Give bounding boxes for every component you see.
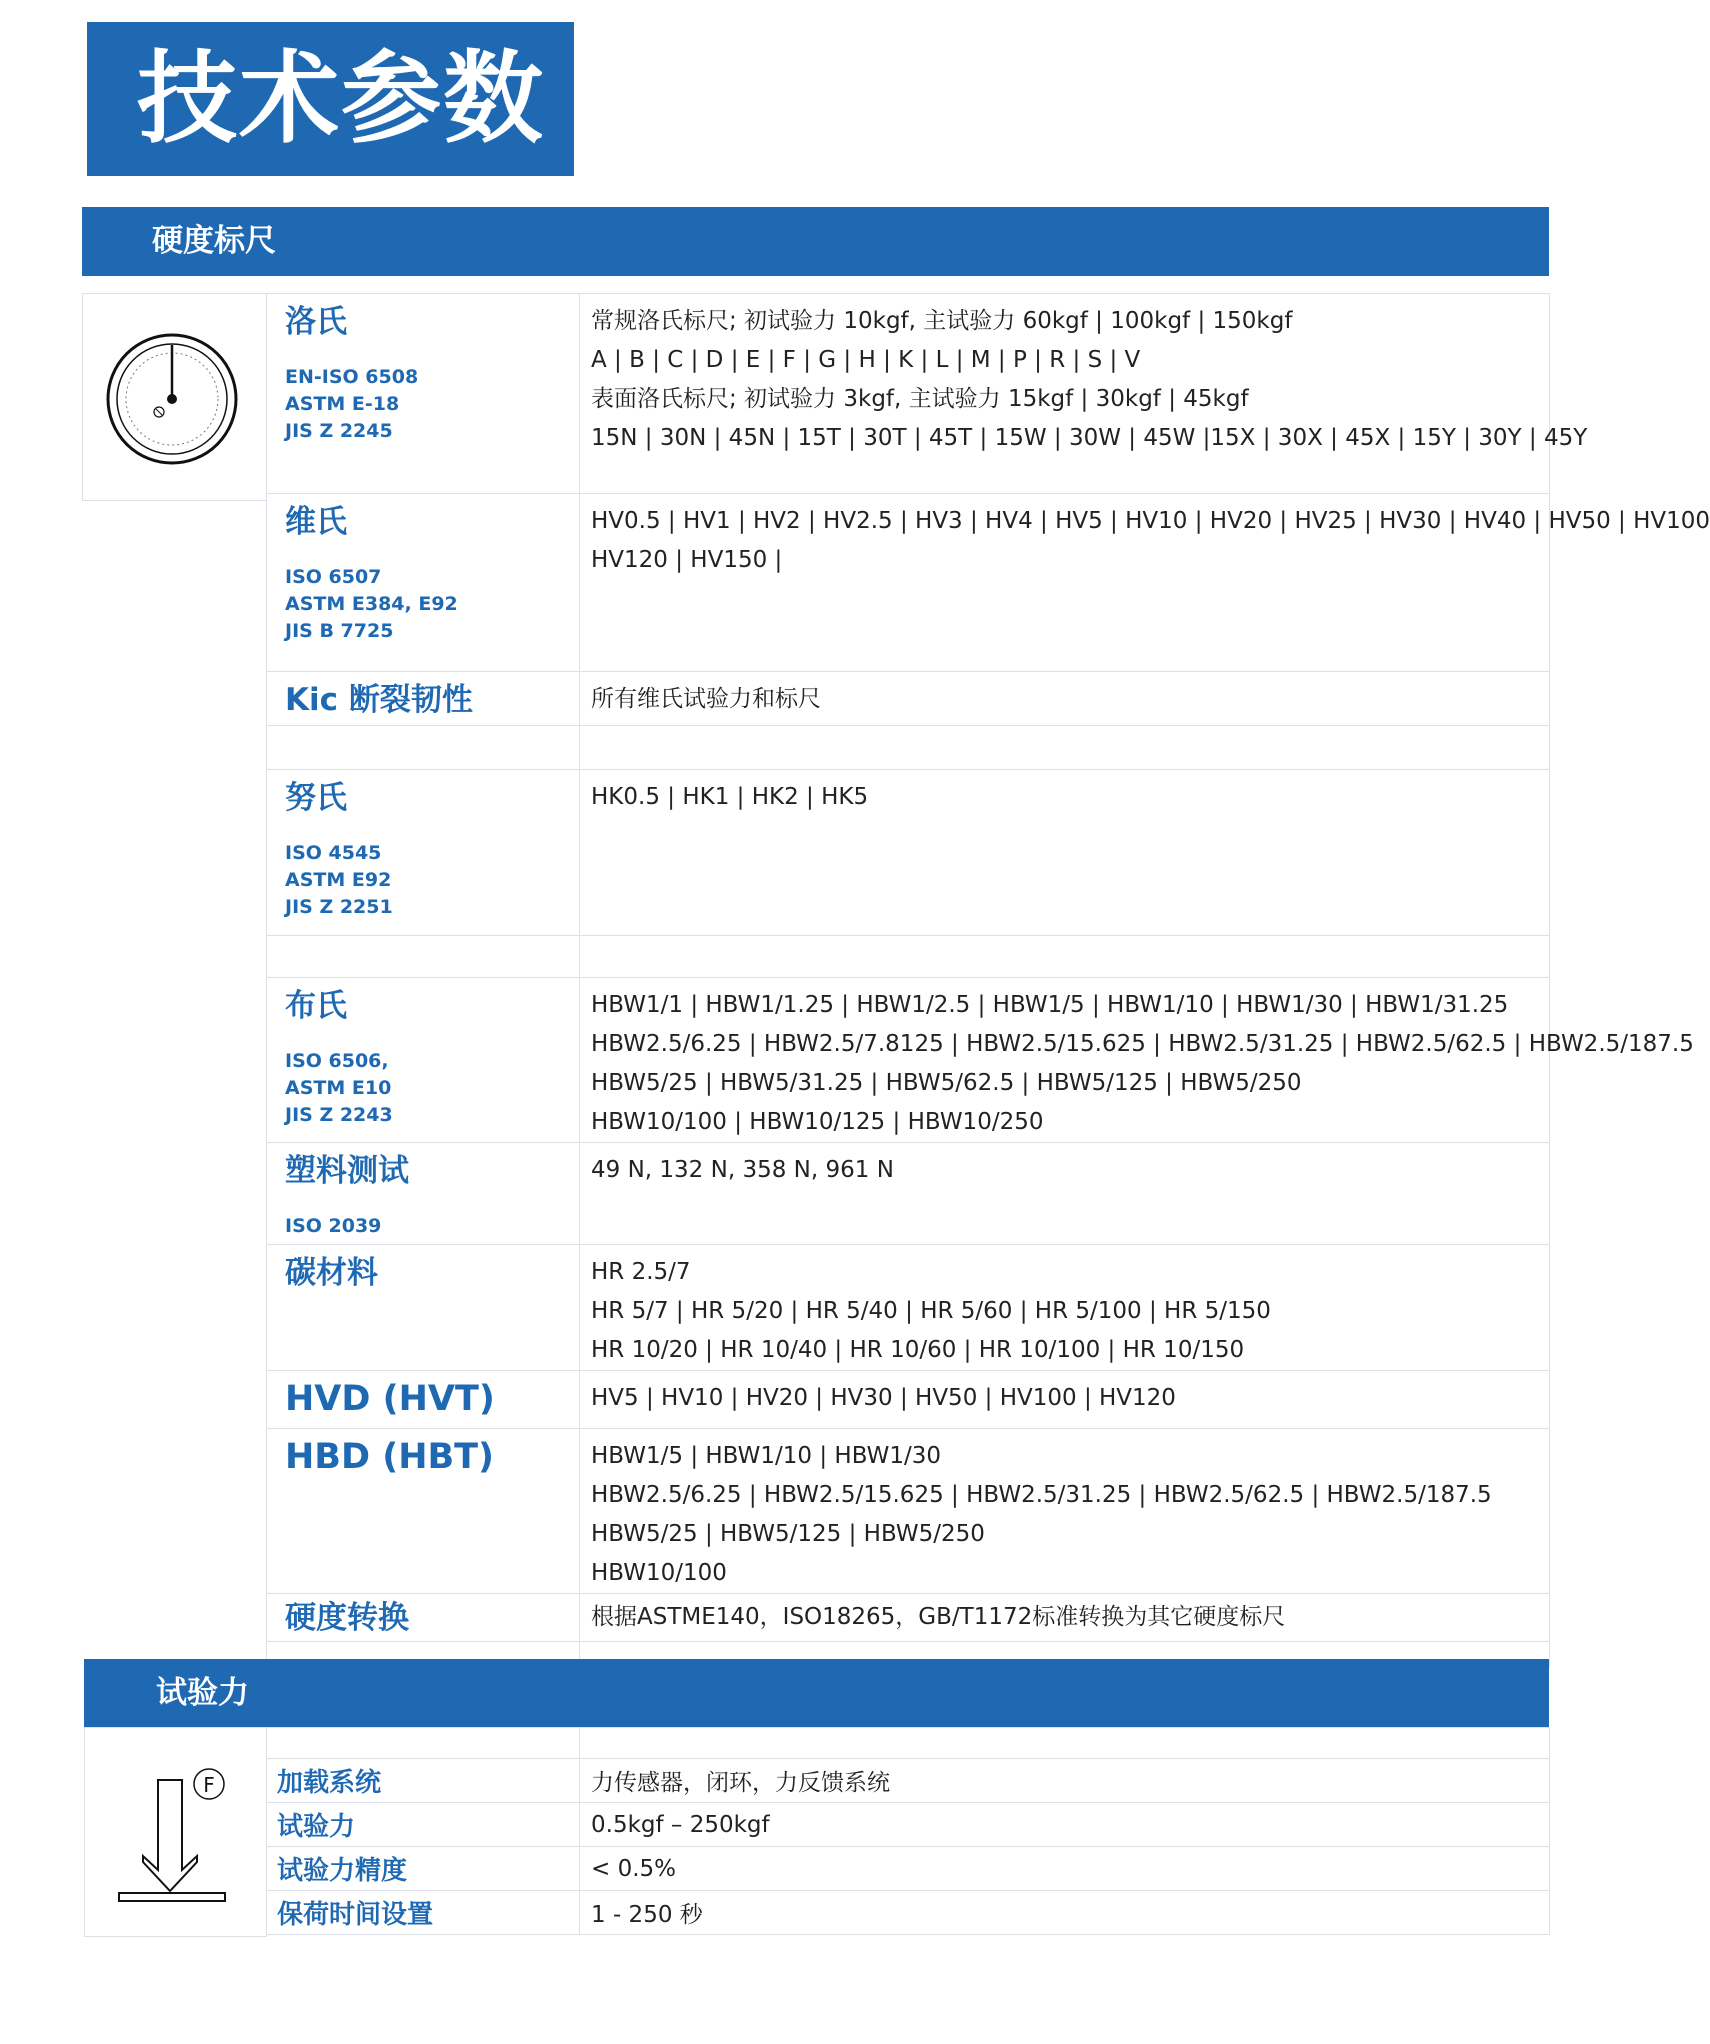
- scale-value-line: 49 N, 132 N, 358 N, 961 N: [591, 1157, 894, 1183]
- scale-value-line: HBW10/100 | HBW10/125 | HBW10/250: [591, 1109, 1044, 1135]
- table-row: [267, 1891, 1550, 1935]
- scale-standard: JIS Z 2245: [285, 420, 393, 442]
- force-value: < 0.5%: [580, 1847, 1550, 1891]
- scale-name: 塑料测试: [285, 1153, 409, 1189]
- scale-name: 硬度转换: [285, 1600, 409, 1636]
- table-row: [267, 494, 1550, 672]
- section-header-test-force: 试验力: [84, 1659, 1549, 1728]
- scale-value-line: HV120 | HV150 |: [591, 547, 783, 573]
- hardness-scales-table: [266, 293, 1710, 1668]
- scale-standard: ISO 6507: [285, 566, 382, 588]
- table-row-spacer: [267, 726, 1550, 770]
- scale-value-line: HR 10/20 | HR 10/40 | HR 10/60 | HR 10/100 | HR 10/150: [591, 1337, 1245, 1363]
- scale-value-line: HBW2.5/6.25 | HBW2.5/7.8125 | HBW2.5/15.625 | HBW2.5/31.25 | HBW2.5/62.5 | HBW2.5/187.5: [591, 1031, 1694, 1057]
- scale-standard: ISO 4545: [285, 842, 382, 864]
- table-row: [267, 1594, 1550, 1642]
- scale-name: 维氏: [285, 504, 347, 540]
- scale-value-line: HV5 | HV10 | HV20 | HV30 | HV50 | HV100 | HV120: [591, 1385, 1176, 1411]
- scale-value-line: 15N | 30N | 45N | 15T | 30T | 45T | 15W | 30W | 45W |15X | 30X | 45X | 15Y | 30Y | 45Y: [591, 425, 1588, 451]
- scale-standard: ASTM E92: [285, 869, 392, 891]
- scale-standard: EN-ISO 6508: [285, 366, 419, 388]
- scale-value-line: 常规洛氏标尺; 初试验力 10kgf, 主试验力 60kgf | 100kgf | 150kgf: [591, 308, 1293, 334]
- scale-standard: ISO 2039: [285, 1215, 382, 1237]
- hardness-dial-icon: [83, 294, 268, 502]
- force-label: 试验力精度: [267, 1847, 580, 1891]
- scale-value-line: 根据ASTME140，ISO18265，GB/T1172标准转换为其它硬度标尺: [591, 1604, 1286, 1630]
- force-icon-letter: F: [203, 1773, 215, 1797]
- force-label: 试验力: [267, 1803, 580, 1847]
- scale-value-line: HBW5/25 | HBW5/31.25 | HBW5/62.5 | HBW5/125 | HBW5/250: [591, 1070, 1302, 1096]
- table-row: [267, 770, 1550, 936]
- scale-value-line: HBW1/1 | HBW1/1.25 | HBW1/2.5 | HBW1/5 | HBW1/10 | HBW1/30 | HBW1/31.25: [591, 992, 1509, 1018]
- scale-standard: ASTM E384, E92: [285, 593, 458, 615]
- scale-value-line: 表面洛氏标尺; 初试验力 3kgf, 主试验力 15kgf | 30kgf | 45kgf: [591, 386, 1249, 412]
- table-row-spacer: [267, 1728, 1550, 1759]
- scale-standard: ASTM E-18: [285, 393, 400, 415]
- scale-name: 洛氏: [285, 304, 347, 340]
- scale-value-line: 所有维氏试验力和标尺: [591, 686, 821, 712]
- force-value: 力传感器，闭环，力反馈系统: [580, 1759, 1550, 1803]
- scale-value-line: HK0.5 | HK1 | HK2 | HK5: [591, 784, 869, 810]
- scale-value-line: HV0.5 | HV1 | HV2 | HV2.5 | HV3 | HV4 | HV5 | HV10 | HV20 | HV25 | HV30 | HV40 | HV50 | HV100: [591, 508, 1710, 534]
- scale-standard: ASTM E10: [285, 1077, 392, 1099]
- scale-value-line: HBW5/25 | HBW5/125 | HBW5/250: [591, 1521, 985, 1547]
- table-row: [267, 1847, 1550, 1891]
- table-row: [267, 294, 1550, 494]
- scale-name: 碳材料: [285, 1255, 378, 1291]
- section-header-hardness-scales: 硬度标尺: [82, 207, 1549, 276]
- scale-value-line: HR 2.5/7: [591, 1259, 691, 1285]
- scale-value-line: HBW2.5/6.25 | HBW2.5/15.625 | HBW2.5/31.25 | HBW2.5/62.5 | HBW2.5/187.5: [591, 1482, 1492, 1508]
- page-title: 技术参数: [87, 22, 574, 176]
- force-value: 1 - 250 秒: [580, 1891, 1550, 1935]
- scale-value-line: HBW1/5 | HBW1/10 | HBW1/30: [591, 1443, 942, 1469]
- scale-standard: JIS Z 2251: [285, 896, 393, 918]
- table-row: [267, 1371, 1550, 1429]
- scale-name: Kic 断裂韧性: [285, 682, 473, 718]
- force-value: 0.5kgf – 250kgf: [580, 1803, 1550, 1847]
- scale-value-line: A | B | C | D | E | F | G | H | K | L | M | P | R | S | V: [591, 347, 1141, 373]
- scale-standard: ISO 6506,: [285, 1050, 389, 1072]
- table-row: [267, 672, 1550, 726]
- scale-standard: JIS B 7725: [285, 620, 394, 642]
- scale-name: HBD (HBT): [285, 1437, 495, 1477]
- scale-name: HVD (HVT): [285, 1379, 495, 1419]
- table-row: [267, 978, 1550, 1143]
- scale-standard: JIS Z 2243: [285, 1104, 393, 1126]
- force-label: 加载系统: [267, 1759, 580, 1803]
- table-row: [267, 1803, 1550, 1847]
- table-row: [267, 1759, 1550, 1803]
- table-row-spacer: [267, 936, 1550, 978]
- table-row: [267, 1245, 1550, 1371]
- table-row: [267, 1143, 1550, 1245]
- force-label: 保荷时间设置: [267, 1891, 580, 1935]
- table-row: [267, 1429, 1550, 1594]
- force-arrow-icon: [85, 1728, 268, 1938]
- scale-value-line: HBW10/100: [591, 1560, 727, 1586]
- scale-name: 布氏: [285, 988, 347, 1024]
- scale-name: 努氏: [285, 780, 347, 816]
- force-icon-cell: [84, 1727, 267, 1937]
- hardness-icon-cell: [82, 293, 267, 501]
- scale-value-line: HR 5/7 | HR 5/20 | HR 5/40 | HR 5/60 | HR 5/100 | HR 5/150: [591, 1298, 1271, 1324]
- test-force-table: [266, 1727, 1550, 1935]
